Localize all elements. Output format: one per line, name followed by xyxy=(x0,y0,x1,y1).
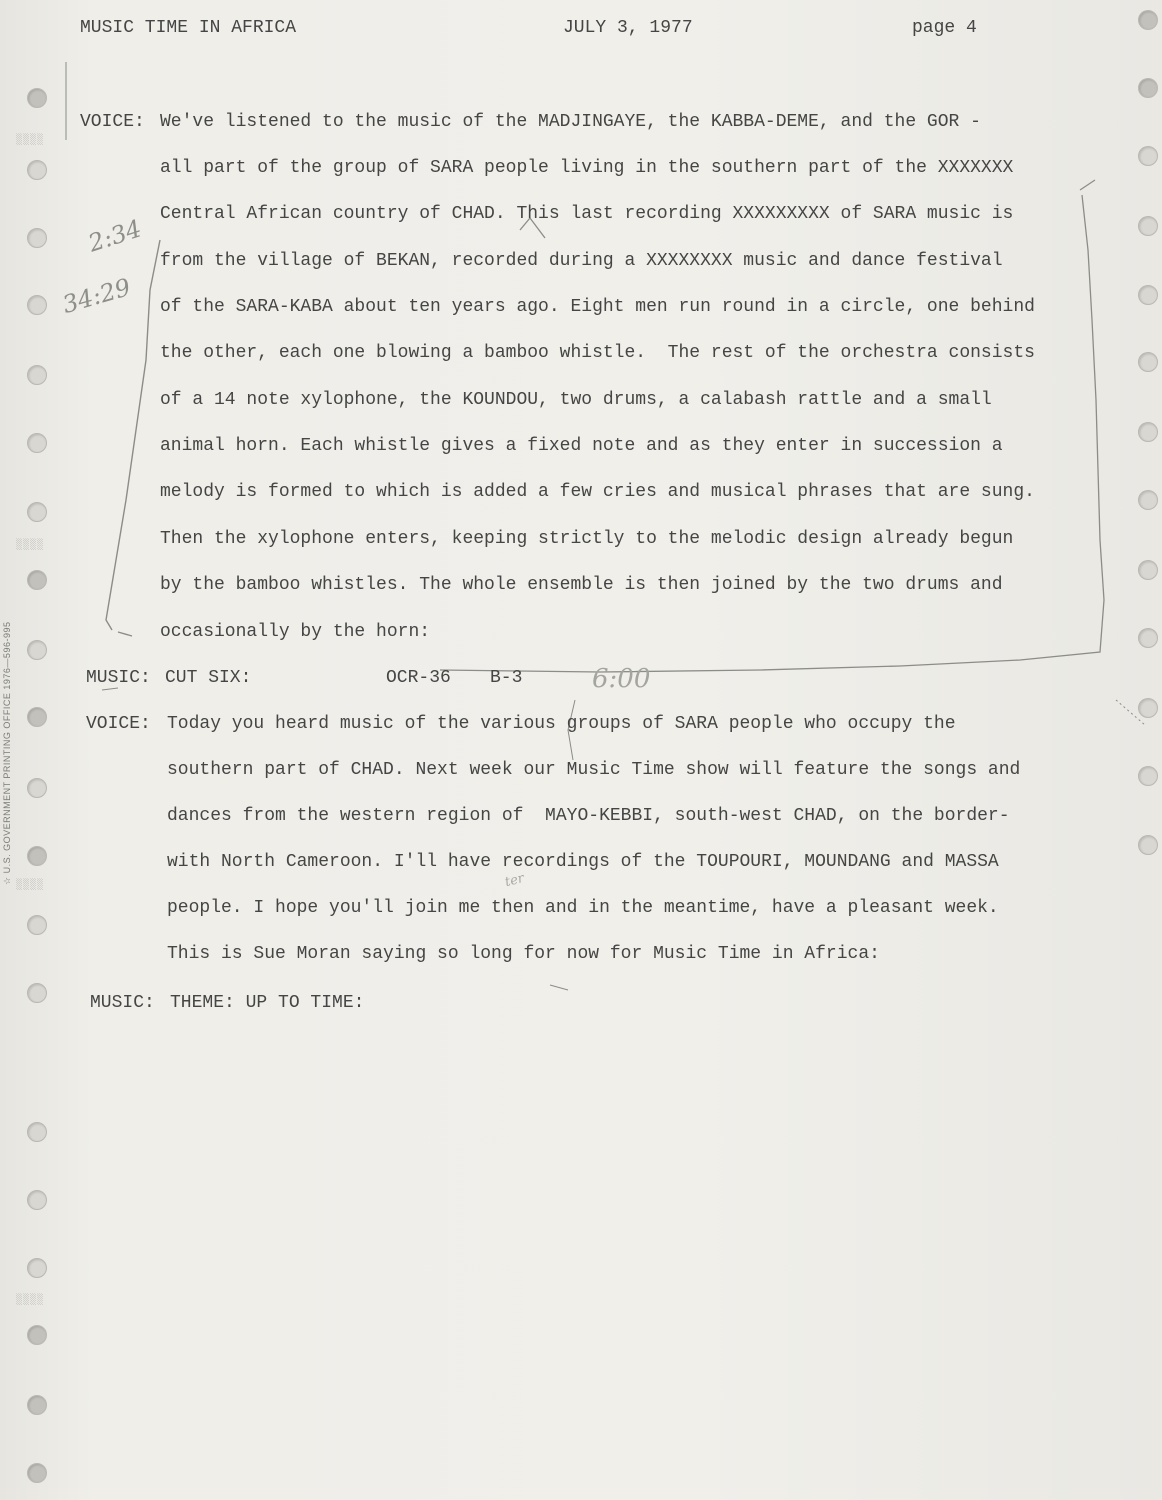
speaker-label-music: MUSIC: xyxy=(86,668,151,688)
punch-hole xyxy=(27,1258,47,1278)
record-reference: OCR-36 xyxy=(386,668,451,688)
speaker-label-music: MUSIC: xyxy=(90,993,155,1013)
government-printing-office-mark: ☆ U.S. GOVERNMENT PRINTING OFFICE 1976—596-995 xyxy=(2,621,12,885)
punch-hole xyxy=(27,228,47,248)
theme-cue: THEME: UP TO TIME: xyxy=(170,993,365,1013)
punch-hole xyxy=(27,983,47,1003)
punch-hole xyxy=(27,846,47,866)
music-cut: CUT SIX: xyxy=(165,668,252,688)
script-line: of the SARA-KABA about ten years ago. Eight men run round in a circle, one behind xyxy=(160,297,1035,317)
punch-hole xyxy=(1138,146,1158,166)
script-line: occasionally by the horn: xyxy=(160,622,431,642)
page-number: page 4 xyxy=(912,18,977,38)
punch-hole xyxy=(1138,698,1158,718)
perforation-marks: ░░░░ xyxy=(16,540,45,551)
script-line: people. I hope you'll join me then and in the meantime, have a pleasant week. xyxy=(167,898,999,918)
punch-hole xyxy=(27,1325,47,1345)
speaker-label-voice: VOICE: xyxy=(80,112,145,132)
punch-hole xyxy=(27,915,47,935)
script-line: the other, each one blowing a bamboo whistle. The rest of the orchestra consists xyxy=(160,343,1035,363)
broadcast-date: JULY 3, 1977 xyxy=(563,18,693,38)
script-line: We've listened to the music of the MADJINGAYE, the KABBA-DEME, and the GOR - xyxy=(160,112,981,132)
handwritten-timing: 2:34 xyxy=(84,214,145,258)
script-line: from the village of BEKAN, recorded during a XXXXXXXX music and dance festival xyxy=(160,251,1003,271)
punch-hole xyxy=(27,707,47,727)
punch-hole xyxy=(27,1190,47,1210)
punch-hole xyxy=(27,640,47,660)
perforation-marks: ░░░░ xyxy=(16,135,45,146)
punch-hole xyxy=(1138,10,1158,30)
handwritten-timing: 34:29 xyxy=(59,273,134,319)
script-line: all part of the group of SARA people living in the southern part of the XXXXXXX xyxy=(160,158,1014,178)
punch-hole xyxy=(27,1463,47,1483)
handwritten-insertion: ter xyxy=(503,870,526,891)
script-line: of a 14 note xylophone, the KOUNDOU, two drums, a calabash rattle and a small xyxy=(160,390,992,410)
script-line: southern part of CHAD. Next week our Music Time show will feature the songs and xyxy=(167,760,1021,780)
script-line: dances from the western region of MAYO-KEBBI, south-west CHAD, on the border- xyxy=(167,806,1010,826)
record-side: B-3 xyxy=(490,668,523,688)
speaker-label-voice: VOICE: xyxy=(86,714,151,734)
punch-hole xyxy=(1138,490,1158,510)
punch-hole xyxy=(27,778,47,798)
handwritten-duration: 6:00 xyxy=(592,664,651,694)
punch-hole xyxy=(27,433,47,453)
punch-hole xyxy=(27,88,47,108)
script-line: with North Cameroon. I'll have recordings of the TOUPOURI, MOUNDANG and MASSA xyxy=(167,852,999,872)
punch-hole xyxy=(27,570,47,590)
script-line: This is Sue Moran saying so long for now for Music Time in Africa: xyxy=(167,944,880,964)
script-line: animal horn. Each whistle gives a fixed note and as they enter in succession a xyxy=(160,436,1003,456)
punch-hole xyxy=(27,502,47,522)
script-line: Today you heard music of the various groups of SARA people who occupy the xyxy=(167,714,956,734)
script-line: Then the xylophone enters, keeping strictly to the melodic design already begun xyxy=(160,529,1014,549)
punch-hole xyxy=(1138,766,1158,786)
script-line: by the bamboo whistles. The whole ensemble is then joined by the two drums and xyxy=(160,575,1003,595)
punch-hole xyxy=(1138,835,1158,855)
punch-hole xyxy=(1138,422,1158,442)
program-title: MUSIC TIME IN AFRICA xyxy=(80,18,297,38)
punch-hole xyxy=(27,295,47,315)
punch-hole xyxy=(1138,628,1158,648)
punch-hole xyxy=(27,365,47,385)
punch-hole xyxy=(27,1122,47,1142)
punch-hole xyxy=(1138,285,1158,305)
punch-hole xyxy=(1138,560,1158,580)
punch-hole xyxy=(1138,352,1158,372)
punch-hole xyxy=(1138,216,1158,236)
perforation-marks: ░░░░ xyxy=(16,880,45,891)
punch-hole xyxy=(27,160,47,180)
perforation-marks: ░░░░ xyxy=(16,1295,45,1306)
script-line: Central African country of CHAD. This last recording XXXXXXXXX of SARA music is xyxy=(160,204,1014,224)
punch-hole xyxy=(27,1395,47,1415)
script-line: melody is formed to which is added a few cries and musical phrases that are sung. xyxy=(160,482,1035,502)
punch-hole xyxy=(1138,78,1158,98)
